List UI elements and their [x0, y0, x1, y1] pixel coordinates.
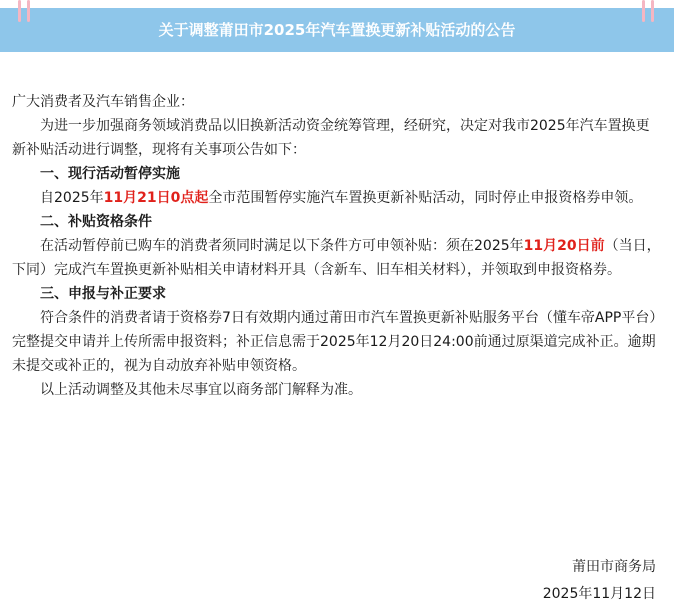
- section-1-paragraph: [12, 186, 662, 210]
- announcement-body: [12, 90, 662, 402]
- signature-organization: 莆田市商务局: [572, 559, 656, 575]
- signature-date: 2025年11月12日: [542, 586, 656, 602]
- section-2-text-post: （当日，下同）完成汽车置换更新补贴相关申请材料开具（含新车、旧车相关材料），并领取到申报资格券。: [12, 238, 661, 278]
- section-1-heading: 一、现行活动暂停实施: [40, 166, 180, 182]
- left-decoration-icon: [12, 0, 38, 24]
- right-decoration-icon: [636, 0, 662, 24]
- section-3-heading: 三、申报与补正要求: [40, 286, 166, 302]
- intro-paragraph: 为进一步加强商务领域消费品以旧换新活动资金统筹管理，经研究，决定对我市2025年汽车置换更新补贴活动进行调整，现将有关事项公告如下：: [12, 118, 650, 158]
- section-2-text-pre: 在活动暂停前已购车的消费者须同时满足以下条件方可申领补贴：须在2025年: [40, 238, 524, 254]
- greeting: 广大消费者及汽车销售企业：: [12, 94, 194, 110]
- section-2-paragraph: [12, 234, 662, 282]
- section-2-highlight: 11月20日前: [523, 238, 605, 254]
- closing-paragraph: 以上活动调整及其他未尽事宜以商务部门解释为准。: [40, 382, 362, 398]
- announcement-title: 关于调整莆田市2025年汽车置换更新补贴活动的公告: [158, 21, 516, 39]
- section-1-highlight: 11月21日0点起: [103, 190, 209, 206]
- section-3-paragraph: 符合条件的消费者请于资格券7日有效期内通过莆田市汽车置换更新补贴服务平台（懂车帝APP平台）完整提交申请并上传所需申报资料；补正信息需于2025年12月20日24:00前通过原渠道完成补正。逾期未提交或补正的，视为自动放弃补贴申领资格。: [12, 310, 657, 374]
- section-1-text-pre: 自2025年: [40, 190, 104, 206]
- section-1-text-post: 全市范围暂停实施汽车置换更新补贴活动，同时停止申报资格券申领。: [208, 190, 643, 206]
- announcement-banner: [0, 0, 674, 58]
- section-2-heading: 二、补贴资格条件: [40, 214, 152, 230]
